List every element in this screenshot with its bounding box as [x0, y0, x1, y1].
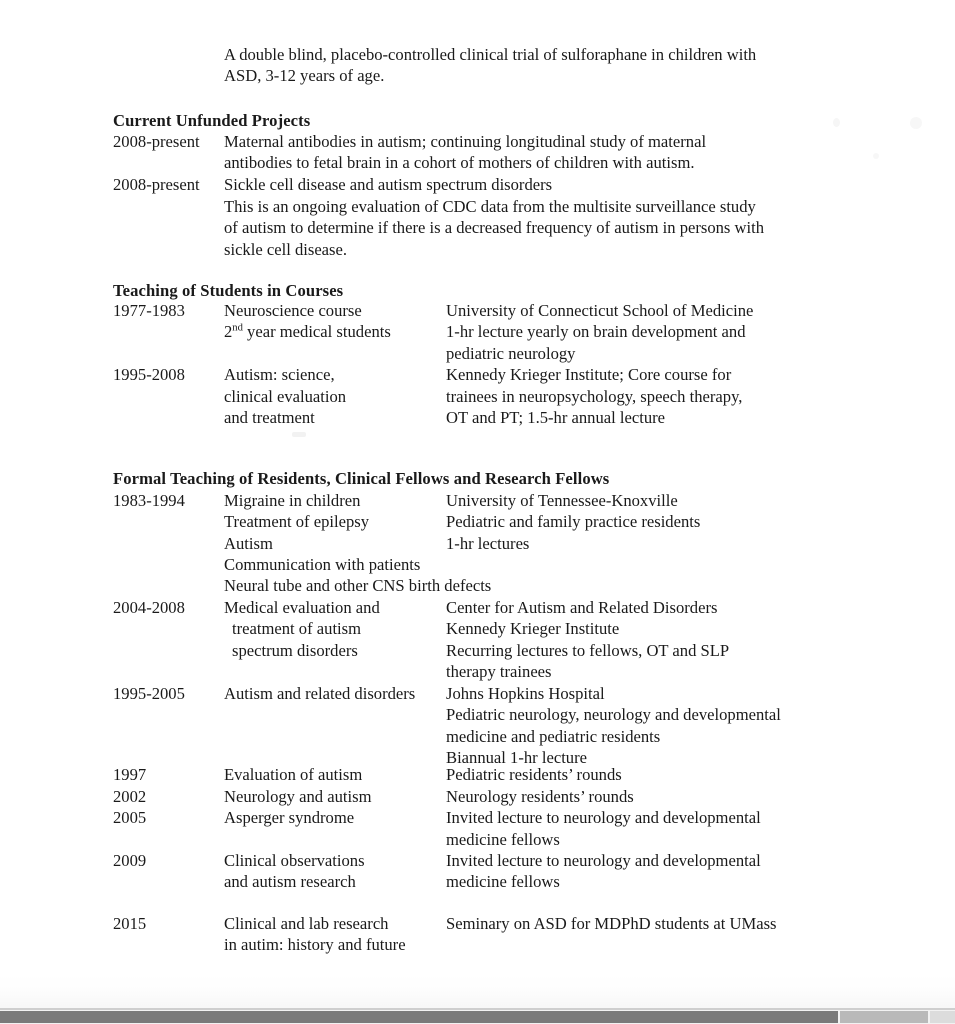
- teaching-detail: medicine fellows: [446, 830, 560, 849]
- teaching-topic: Asperger syndrome: [224, 808, 355, 827]
- teaching-detail: Invited lecture to neurology and developmental: [446, 808, 761, 827]
- course-title: [224, 321, 391, 342]
- section-heading-formal-teaching: Formal Teaching of Residents, Clinical Fellows and Research Fellows: [113, 469, 610, 488]
- teaching-detail: medicine and pediatric residents: [446, 727, 661, 746]
- section-heading-teaching-of-students: Teaching of Students in Courses: [113, 281, 344, 300]
- scan-artifact-icon: [833, 118, 840, 127]
- intro-paragraph-line: A double blind, placebo-controlled clinical trial of sulforaphane in children with: [224, 45, 757, 64]
- teaching-topic: Neurology and autism: [224, 787, 372, 806]
- ordinal-suffix: nd: [232, 322, 243, 334]
- entry-text: of autism to determine if there is a decreased frequency of autism in persons with: [224, 218, 765, 237]
- teaching-topic: Communication with patients: [224, 555, 421, 574]
- course-detail: 1-hr lecture yearly on brain development and: [446, 322, 746, 341]
- teaching-detail: Neurology residents’ rounds: [446, 787, 634, 806]
- teaching-year: 2002: [113, 787, 147, 806]
- teaching-topic: and autism research: [224, 872, 356, 891]
- teaching-detail: 1-hr lectures: [446, 534, 530, 553]
- teaching-detail: therapy trainees: [446, 662, 552, 681]
- course-title-rest: year medical students: [242, 322, 391, 341]
- teaching-topic: Neural tube and other CNS birth defects: [224, 576, 492, 595]
- entry-text: sickle cell disease.: [224, 240, 348, 259]
- course-detail: pediatric neurology: [446, 344, 576, 363]
- teaching-year: 1983-1994: [113, 491, 185, 510]
- entry-year: 2008-present: [113, 132, 200, 151]
- teaching-detail: Recurring lectures to fellows, OT and SLP: [446, 641, 730, 660]
- teaching-topic: Autism: [224, 534, 273, 553]
- teaching-detail: Pediatric and family practice residents: [446, 512, 701, 531]
- ordinal-number: 2: [224, 322, 233, 341]
- section-heading-current-unfunded-projects: Current Unfunded Projects: [113, 111, 311, 130]
- course-year: 1977-1983: [113, 301, 185, 320]
- teaching-topic: Treatment of epilepsy: [224, 512, 370, 531]
- course-year: 1995-2008: [113, 365, 185, 384]
- course-detail: OT and PT; 1.5-hr annual lecture: [446, 408, 666, 427]
- teaching-topic: Evaluation of autism: [224, 765, 363, 784]
- teaching-topic: treatment of autism: [232, 619, 362, 638]
- scan-artifact-icon: [910, 117, 922, 129]
- intro-paragraph-line: ASD, 3-12 years of age.: [224, 66, 385, 85]
- teaching-year: 2005: [113, 808, 147, 827]
- teaching-topic: Clinical and lab research: [224, 914, 389, 933]
- teaching-detail: University of Tennessee-Knoxville: [446, 491, 678, 510]
- teaching-detail: Johns Hopkins Hospital: [446, 684, 605, 703]
- horizontal-scrollbar-thumb[interactable]: [0, 1011, 838, 1023]
- horizontal-scrollbar-segment[interactable]: [840, 1011, 928, 1023]
- teaching-detail: Invited lecture to neurology and developmental: [446, 851, 761, 870]
- teaching-detail: medicine fellows: [446, 872, 560, 891]
- course-detail: University of Connecticut School of Medicine: [446, 301, 754, 320]
- horizontal-scrollbar-segment[interactable]: [930, 1011, 955, 1023]
- teaching-topic: Medical evaluation and: [224, 598, 380, 617]
- teaching-detail: Center for Autism and Related Disorders: [446, 598, 718, 617]
- teaching-year: 2015: [113, 914, 147, 933]
- entry-text: Maternal antibodies in autism; continuing longitudinal study of maternal: [224, 132, 707, 151]
- course-title: Neuroscience course: [224, 301, 362, 320]
- teaching-topic: spectrum disorders: [232, 641, 358, 660]
- teaching-detail: Pediatric neurology, neurology and developmental: [446, 705, 781, 724]
- teaching-detail: Pediatric residents’ rounds: [446, 765, 622, 784]
- entry-text: This is an ongoing evaluation of CDC data from the multisite surveillance study: [224, 197, 756, 216]
- entry-year: 2008-present: [113, 175, 200, 194]
- teaching-topic: Migraine in children: [224, 491, 361, 510]
- teaching-year: 2009: [113, 851, 147, 870]
- scan-artifact-icon: [873, 153, 879, 159]
- entry-text: antibodies to fetal brain in a cohort of mothers of children with autism.: [224, 153, 695, 172]
- teaching-topic: in autim: history and future: [224, 935, 406, 954]
- viewer-bottom-fade: [0, 975, 955, 1010]
- teaching-topic: Autism and related disorders: [224, 684, 416, 703]
- course-title: and treatment: [224, 408, 315, 427]
- teaching-detail: Seminary on ASD for MDPhD students at UMass: [446, 914, 777, 933]
- teaching-detail: Kennedy Krieger Institute: [446, 619, 620, 638]
- teaching-topic: Clinical observations: [224, 851, 365, 870]
- course-detail: Kennedy Krieger Institute; Core course for: [446, 365, 732, 384]
- scan-artifact-icon: [292, 432, 306, 437]
- course-detail: trainees in neuropsychology, speech therapy,: [446, 387, 743, 406]
- course-title: Autism: science,: [224, 365, 335, 384]
- teaching-year: 1997: [113, 765, 147, 784]
- teaching-year: 1995-2005: [113, 684, 185, 703]
- entry-text: Sickle cell disease and autism spectrum disorders: [224, 175, 553, 194]
- teaching-detail: Biannual 1-hr lecture: [446, 748, 587, 767]
- course-title: clinical evaluation: [224, 387, 347, 406]
- teaching-year: 2004-2008: [113, 598, 185, 617]
